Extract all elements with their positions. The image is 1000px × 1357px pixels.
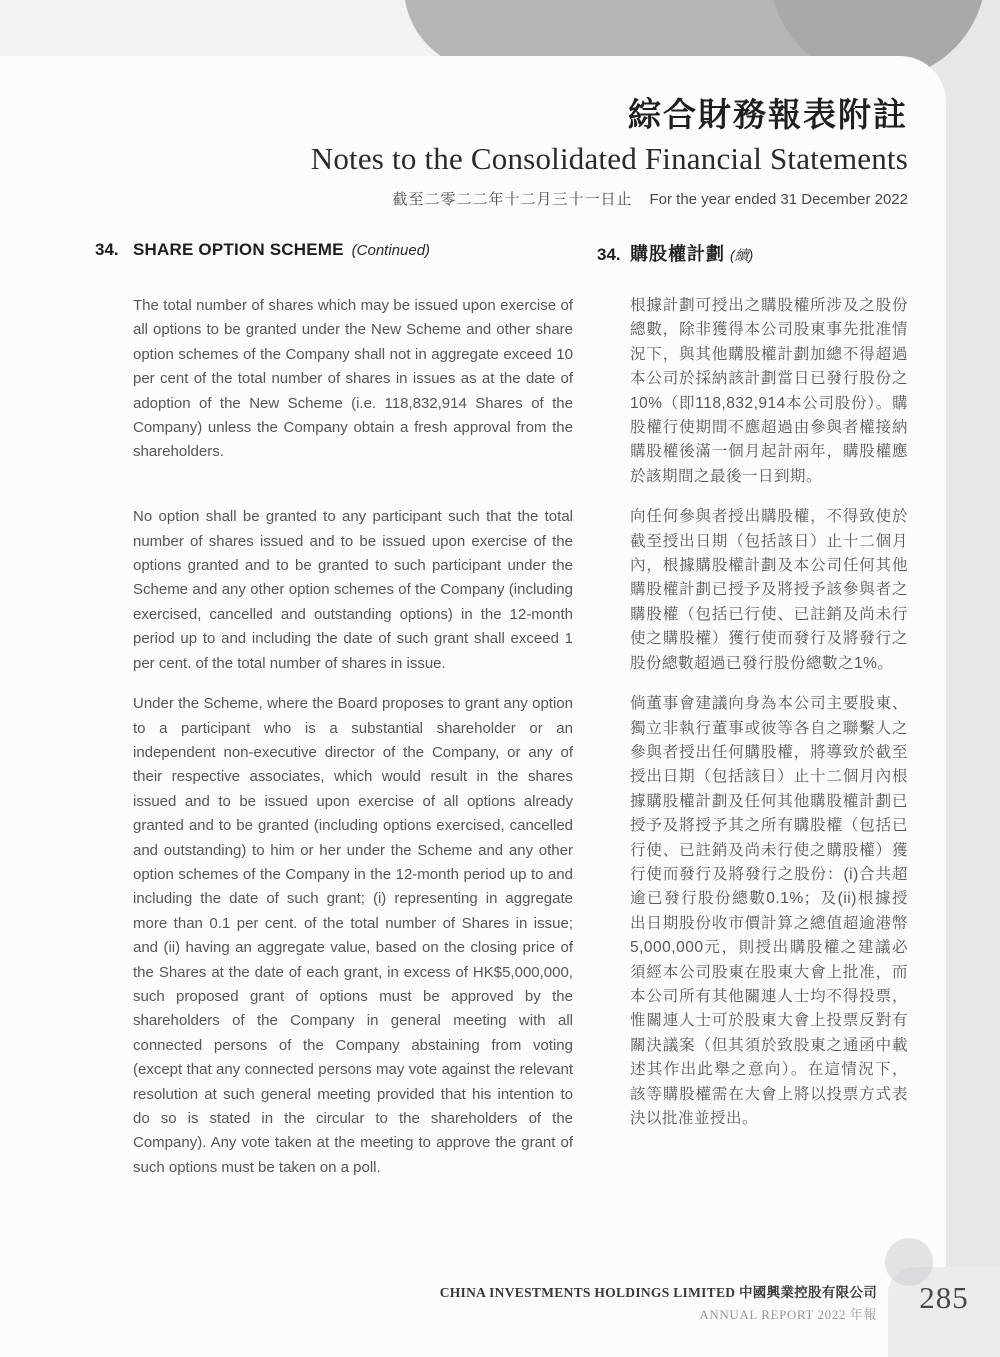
paragraph-row [597, 294, 908, 489]
page-card [0, 56, 946, 1357]
section-continued-zh: (續) [730, 247, 754, 263]
section-number-en: 34. [95, 240, 119, 259]
footer-report-line: ANNUAL REPORT 2022 年報 [699, 1307, 877, 1322]
paragraph-zh-2: 向任何參與者授出購股權，不得致使於截至授出日期（包括該日）止十二個月內，根據購股權計劃及本公司任何其他購股權計劃已授予及將授予該參與者之購股權（包括已行使、已註銷及尚未行使之購股權）獲行使而發行及將發行之股份總數超過已發行股份總數之1%。 [630, 508, 908, 672]
paragraph-indent [597, 692, 630, 1131]
footer-company-line: CHINA INVESTMENTS HOLDINGS LIMITED 中國興業控股有限公司 [439, 1285, 877, 1300]
reporting-period-zh: 截至二零二二年十二月三十一日止 [392, 190, 633, 208]
paragraph-zh-3: 倘董事會建議向身為本公司主要股東、獨立非執行董事或彼等各自之聯繫人之參與者授出任何購股權，將導致於截至授出日期（包括該日）止十二個月內根據購股權計劃及任何其他購股權計劃已授予及將授予其之所有購股權（包括已行使、已註銷及尚未行使之購股權）獲行使而發行及將發行之股份：(i)合共超逾已發行股份總數0.1%；及(ii)根據授出日期股份收市價計算之總值超逾港幣5,000,000元，則授出購股權之建議必須經本公司股東在股東大會上批准，而本公司所有其他關連人士均不得投票，惟關連人士可於股東大會上投票反對有關決議案（但其須於致股東之通函中載述其作出此舉之意向）。在這情況下，該等購股權需在大會上將以投票方式表決以批准並授出。 [630, 695, 908, 1127]
section-title-zh: 購股權計劃 [630, 244, 725, 264]
paragraph-row [95, 505, 573, 676]
paragraph-indent [597, 505, 630, 676]
page-number: 285 [919, 1280, 969, 1315]
page-header [311, 98, 908, 209]
paragraph-indent [95, 505, 133, 676]
paragraph-indent [95, 294, 133, 465]
paragraph-en-1: The total number of shares which may be issued upon exercise of all options to be granted under the New Scheme and other share option schemes of the Company shall not in aggregate exceed 10 per cent of the total number of shares in issues as at the date of adoption of the New Scheme (i.e. 118,832,914 Shares of the Company) unless the Company obtain a fresh approval from the shareholders. [133, 297, 573, 461]
section-heading-en [95, 240, 573, 272]
page-title-en: Notes to the Consolidated Financial Statements [310, 140, 908, 176]
page-footer [440, 1281, 877, 1323]
paragraph-en-3: Under the Scheme, where the Board proposes to grant any option to a participant who is a substantial shareholder or an independent non-executive director of the Company, or any of their respective associates, which would result in the shares issued and to be issued upon exercise of all options already granted and to be granted (including options exercised, cancelled and outstanding) to him or her under the Scheme and any other option schemes of the Company in the 12-month period up to and including the date of such grant; (i) representing in aggregate more than 0.1 per cent. of the total number of Shares in issue; and (ii) having an aggregate value, based on the closing price of the Shares at the date of each grant, in excess of HK$5,000,000, such proposed grant of options must be approved by the shareholders of the Company in general meeting with all connected persons of the Company abstaining from voting (except that any connected persons may vote against the relevant resolution at such general meeting provided that his intention to do so is stated in the circular to the shareholders of the Company). Any vote taken at the meeting to approve the grant of such options must be taken on a poll. [133, 695, 573, 1176]
section-heading-zh [597, 240, 908, 278]
paragraph-row [95, 692, 573, 1180]
section-continued-en: (Continued) [351, 242, 431, 259]
paragraph-zh-1: 根據計劃可授出之購股權所涉及之股份總數，除非獲得本公司股東事先批准情況下，與其他購股權計劃加總不得超過本公司於採納該計劃當日已發行股份之10%（即118,832,914本公司股份）。購股權行使期間不應超過由參與者權接納購股權後滿一個月起計兩年，購股權應於該期間之最後一日到期。 [630, 297, 908, 485]
paragraph-en-2: No option shall be granted to any participant such that the total number of shares issued and to be issued upon exercise of the options granted and to be granted to such participant under the Scheme and any other option schemes of the Company (including exercised, cancelled and outstanding options) in the 12-month period up to and including the date of such grant shall exceed 1 per cent. of the total number of shares in issue. [133, 508, 573, 672]
decorative-topleft-shape [0, 0, 458, 57]
section-title-en: SHARE OPTION SCHEME [133, 240, 344, 259]
paragraph-row [597, 692, 908, 1131]
paragraph-indent [95, 692, 133, 1180]
paragraph-indent [597, 294, 630, 489]
paragraph-row [597, 505, 908, 676]
reporting-period-line [311, 188, 908, 209]
paragraph-row [95, 294, 573, 465]
two-column-content [95, 240, 908, 1180]
section-number-zh: 34. [597, 245, 621, 264]
decorative-footer-circle [885, 1238, 933, 1286]
page-title-zh: 綜合財務報表附註 [628, 98, 908, 134]
reporting-period-en: For the year ended 31 December 2022 [649, 190, 908, 208]
